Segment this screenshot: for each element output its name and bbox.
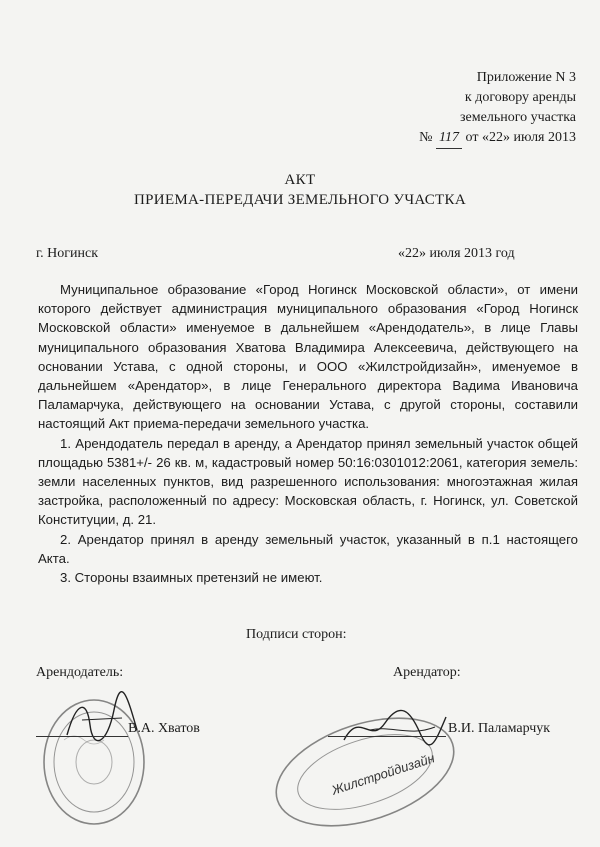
lessee-signature-line: [328, 736, 446, 737]
lessee-name: В.И. Паламарчук: [448, 721, 551, 736]
paragraph-1: 1. Арендодатель передал в аренду, а Арендатор принял земельный участок общей площадью 5381+/- 26 кв. м, кадастровый номер 50:16:0301012:2061, категория земель: земли населенных пунктов, вид разрешенного использования: многоэтажная жилая застройка, расположенный по адресу: Московская область, г. Ногинск, ул. Советской Конституции, д. 21.: [38, 435, 578, 528]
lessor-signature-line: [36, 736, 128, 737]
appendix-line-3: земельного участка: [460, 110, 576, 125]
lessor-label: Арендодатель:: [36, 665, 124, 680]
appendix-number-line: [419, 128, 576, 149]
lessee-label: Арендатор:: [393, 665, 461, 680]
document-subtitle: ПРИЕМА-ПЕРЕДАЧИ ЗЕМЕЛЬНОГО УЧАСТКА: [134, 192, 466, 208]
paragraph-2: 2. Арендатор принял в аренду земельный участок, указанный в п.1 настоящего Акта.: [38, 531, 578, 566]
date: «22» июля 2013 год: [398, 246, 515, 261]
lessee-signature: [340, 705, 450, 755]
number-prefix: №: [419, 130, 433, 145]
appendix-header: [419, 68, 576, 149]
contract-number: 117: [436, 128, 462, 149]
document-title: АКТ: [284, 172, 316, 188]
document-body: [38, 280, 578, 587]
lessor-name: В.А. Хватов: [128, 721, 200, 736]
appendix-line-1: Приложение N 3: [476, 70, 576, 85]
place: г. Ногинск: [36, 246, 99, 261]
paragraph-3: 3. Стороны взаимных претензий не имеют.: [60, 570, 323, 586]
signatures-heading: Подписи сторон:: [246, 627, 347, 642]
paragraph-intro: Муниципальное образование «Город Ногинск Московской области», от имени которого действует администрация муниципального образования «Город Ногинск Московской области» именуемое в дальнейшем «Арендодатель», в лице Главы муниципального образования Хватова Владимира Алексеевича, действующего на основании Устава, с одной стороны, и ООО «Жилстройдизайн», именуемое в дальнейшем «Арендатор», в лице Генерального директора Вадима Ивановича Паламарчука, действующего на основании Устава, с другой стороны, составили настоящий Акт приема-передачи земельного участка.: [38, 282, 578, 432]
number-suffix: от «22» июля 2013: [465, 130, 576, 145]
lessee-stamp-text: Жилстройдизайн: [329, 750, 437, 798]
appendix-line-2: к договору аренды: [464, 90, 576, 105]
